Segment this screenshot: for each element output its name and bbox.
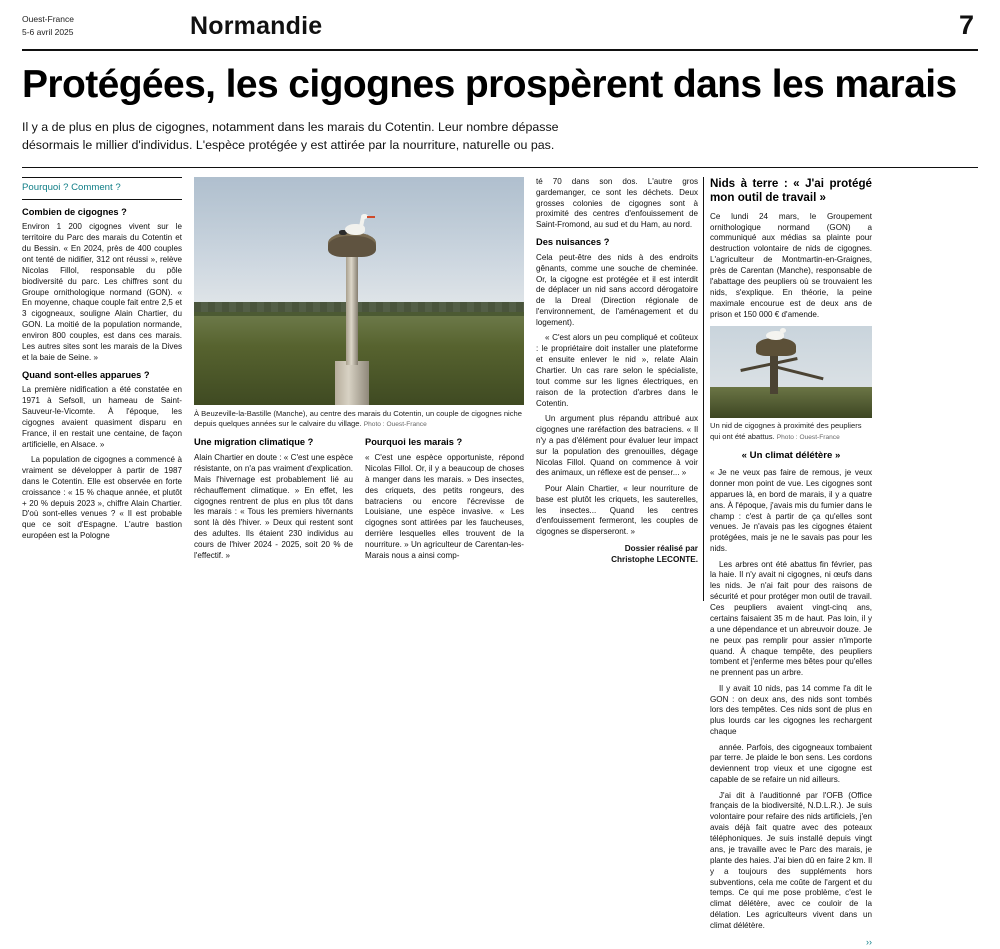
stork-nest-on-calvary-photo <box>194 177 524 405</box>
pull-quote: « Un climat délétère » <box>741 450 841 462</box>
paragraph: J'ai dit à l'auditionné par l'OFB (Office français de la biodiversité, N.D.L.R.). Je suis volontaire pour refaire des nids artificiels, j'en avais déjà fait quatre avec des poteaux téléphoniques. Je suis installé depuis vingt ans, je travaille avec le Parc des marais, je plante des haies. J'ai bien dû en faire 2 km. Il y a toujours des suppléments hors subventions, cela me coûte de l'argent et du temps. Ce qui me pose problème, c'est le climat délétère, avec ce couloir de la délation. Les agriculteurs vivent dans un climat délétère. <box>710 790 872 931</box>
sidebar-headline: Nids à terre : « J'ai protégé mon outil de travail » <box>710 176 872 205</box>
section-title: Normandie <box>190 12 323 40</box>
paragraph: Environ 1 200 cigognes vivent sur le territoire du Parc des marais du Cotentin et du Bessin. « En 2024, près de 400 couples ont tenté de nidifier, 312 ont réussi », relève Nicolas Fillol, responsable du pôle biodiversité du parc. Les chiffres sont du Groupe ornithologique normand (GON). « En moyenne, chaque couple fait entre 2,5 et 3 cigogneaux, souligne Alain Chartier, du GON. La moitié de la population normande, environ 800 couples, est dans ces marais. Les autres sites sont les marais de la Dives et la baie de Seine. » <box>22 222 182 362</box>
article-standfirst: Il y a de plus en plus de cigognes, notamment dans les marais du Cotentin. Leur nombre dépasse désormais le millier d'individus. L'espèce protégée y est attirée par la nourriture, naturelle ou pas. <box>22 119 559 153</box>
column-5 <box>710 176 872 948</box>
center-subcolumns <box>194 437 524 566</box>
paragraph: Il y avait 10 nids, pas 14 comme l'a dit le GON : on deux ans, des nids sont tombés lors des tempêtes. Ces nids sont de plus en plus lourds car les cigognes les rechargent chaque <box>710 683 872 737</box>
photo-caption <box>194 409 524 430</box>
subhead-marais: Pourquoi les marais ? <box>365 437 463 448</box>
paragraph: « C'est alors un peu compliqué et coûteux : le propriétaire doit installer une plateforme et ensuite enlever le nid », relate Alain Chartier. Un cas rare selon le spécialiste, tout comme sur les lignes électriques, en raison de la protection d'arbres dans le Cotentin. <box>536 333 698 408</box>
byline-label: Dossier réalisé par <box>624 544 698 554</box>
calvary-base <box>335 361 369 405</box>
column-1 <box>22 177 182 601</box>
byline-name: Christophe LECONTE. <box>611 555 698 565</box>
photo2-caption <box>710 421 872 442</box>
article-body <box>22 176 978 948</box>
photo2-credit: Photo : Ouest-France <box>776 433 840 441</box>
masthead <box>0 0 1000 45</box>
photo2-stork-nest <box>756 338 796 356</box>
subhead-quand: Quand sont-elles apparues ? <box>22 369 150 380</box>
calvary-shaft <box>346 255 358 365</box>
subhead-migration: Une migration climatique ? <box>194 437 314 448</box>
photo-credit: Photo : Ouest-France <box>363 420 427 428</box>
photo-field-line <box>194 312 524 316</box>
stork-nest-near-felled-poplars-photo <box>710 326 872 418</box>
photo2-ground <box>710 387 872 418</box>
column-3 <box>365 437 524 566</box>
paragraph: Cela peut-être des nids à des endroits gênants, comme une souche de cheminée. Or, la cigogne est protégée et il est interdit de déplacer un nid sans accord dérogatoire de la Dreal (Direction régionale de l'environnement, de l'aménagement et du logement). <box>536 252 698 327</box>
paragraph: Un argument plus répandu attribué aux cigognes une raréfaction des batraciens. « Il n'y a pas d'élément pour évaluer leur impact sur la population des grenouilles, dégage Nicolas Fillol. Quand on commence à voir des animaux, un réflexe est de penser... » <box>536 414 698 478</box>
paragraph: « Je ne veux pas faire de remous, je veux donner mon point de vue. Les cigognes sont apparues là, en bord de marais, il y a quatre ans. À l'époque, j'avais mis du fumier dans le champ : c'est à partir de ça qu'elles sont venues. Je n'avais pas les cigognes étaient protégées, mais je ne le savais pas pour les nids. <box>710 468 872 554</box>
headline-divider <box>22 167 978 168</box>
paper-name: Ouest-France <box>22 14 74 25</box>
byline <box>536 543 698 565</box>
subhead-nuisances: Des nuisances ? <box>536 237 610 248</box>
column-2 <box>194 437 353 566</box>
masthead-divider <box>22 49 978 51</box>
paragraph: Alain Chartier en doute : « C'est une espèce résistante, on n'a pas vraiment d'explication. Mais l'hivernage est probablement lié au réchauffement climatique. » En effet, les cigognes rentrent de plus en plus tôt dans les marais : « Tous les premiers hivernants sont là dès l'hiver. » Deux qui restent sont des adultes. Ils étaient 230 individus au cours de l'hiver 2024 - 2025, soit 20 % de l'effectif. » <box>194 453 353 560</box>
paragraph: Les arbres ont été abattus fin février, pas la haie. Il n'y avait ni cigognes, ni œufs dans les nids. Je n'ai fait pour des raisons de sécurité et pour protéger mon outil de travail. Ces peupliers avaient vingt-cinq ans, certains faisaient 35 m de haut. Pas loin, il y a une dépendance et un abreuvoir douze. Je ne peux pas remplir pour assier n'importe quand. À chaque tempête, des peupliers tombent et j'enferme mes bêtes pour qu'elles ne prennent pas un arbre. <box>710 559 872 678</box>
stork-nest <box>328 233 376 257</box>
paragraph: Pour Alain Chartier, « leur nourriture de base est plutôt les criquets, les sauterelles, les insectes... Quand les centres d'enfouissement fermeront, les couples de cigognes se disperseront. » <box>536 483 698 537</box>
paper-date: 5-6 avril 2025 <box>22 26 74 37</box>
photo2-caption-text: Un nid de cigognes à proximité des peupliers qui ont été abattus. <box>710 421 862 441</box>
article-headline: Protégées, les cigognes prospèrent dans les marais <box>22 63 957 106</box>
column-divider <box>703 177 704 601</box>
paragraph: La première nidification a été constatée en 1971 à Sefsoll, un hameau de Saint-Sauveur-le-Vicomte. À l'époque, les cigognes avaient quasiment disparu en France, il en restait une centaine, de façon artificielle, en Alsace. » <box>22 385 182 449</box>
paragraph: té 70 dans son dos. L'autre gros gardemanger, ce sont les déchets. Deux grosses colonies de cigognes sont à proximité des centres d'enfouissement de Saint-Fromond, au sud et du Ham, au nord. <box>536 176 698 230</box>
masthead-paper-info <box>22 13 190 41</box>
section-kicker: Pourquoi ? Comment ? <box>22 177 182 200</box>
subhead-combien: Combien de cigognes ? <box>22 206 127 217</box>
paragraph: « C'est une espèce opportuniste, répond Nicolas Fillol. Or, il y a beaucoup de choses à manger dans les marais. » Des insectes, des criquets, des petits rongeurs, des batraciens ou encore l'écrevisse de Louisiane, une espèce invasive. « Les cigognes sont attirées par les faucheuses, derrière lesquelles elles trouvent de la nourriture. » Un agriculteur de Carentan-les-Marais nous a ainsi comp- <box>365 453 524 560</box>
photo-caption-text: À Beuzeville-la-Bastille (Manche), au centre des marais du Cotentin, un couple de cigognes niche depuis quelques années sur le calvaire du village. <box>194 408 522 428</box>
stork-beak-icon <box>367 216 375 218</box>
paragraph: année. Parfois, des cigogneaux tombaient par terre. Je plaide le bon sens. Les cordons deviennent trop vieux et une cigogne est capable de se refaire un nid ailleurs. <box>710 742 872 785</box>
paragraph: Ce lundi 24 mars, le Groupement ornithologique normand (GON) a communiqué aux médias sa plainte pour destruction volontaire de nids de cigognes. L'agriculteur de Montmartin-en-Graignes, près de Carentan (Manche), responsable de l'abattage des peupliers où se trouvaient les nids, s'explique. En théorie, la peine maximale encourue est de deux ans de prison et 150 000 € d'amende. <box>710 211 872 319</box>
page-number: 7 <box>958 10 974 40</box>
paragraph: La population de cigognes a commencé à vraiment se développer à partir de 1987 dans le Cotentin. Elle est observée en forte croissance : « 15 % chaque année, et plutôt + 20 % depuis 2023 », chiffre Alain Chartier. D'où sont-elles venues ? « Il est probable que ce soit d'Espagne. L'autre bastion européen est la Pologne <box>22 455 182 541</box>
column-4 <box>536 177 698 601</box>
column-center <box>194 177 524 601</box>
continuation-marker: ›› <box>866 937 872 948</box>
